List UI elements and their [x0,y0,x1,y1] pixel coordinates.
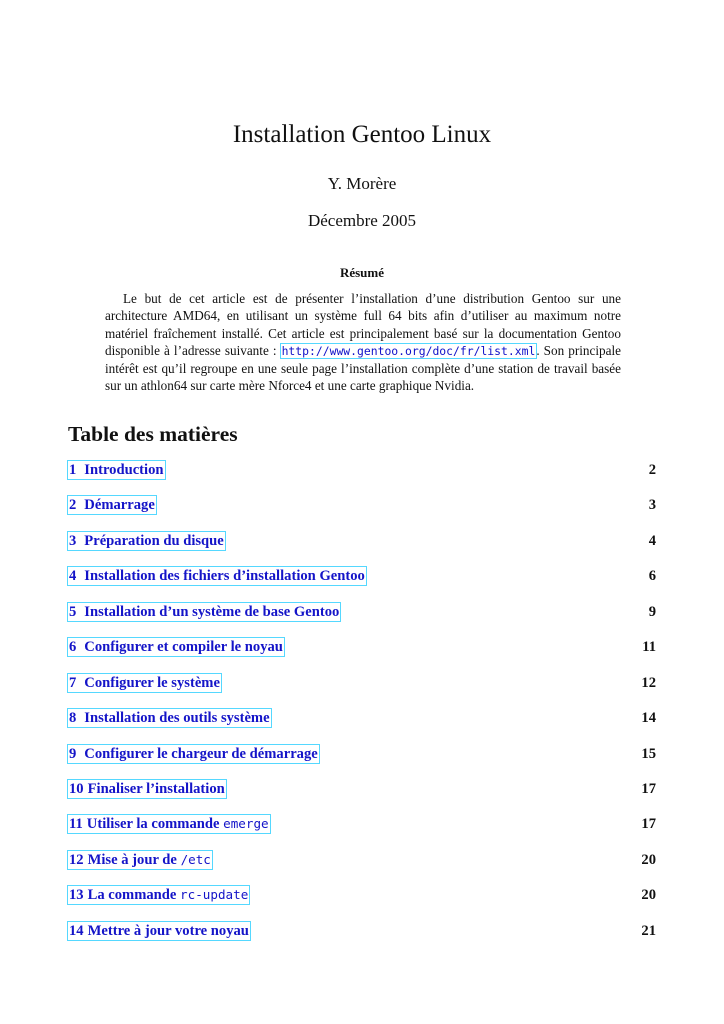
toc-entry [68,883,656,918]
toc-entry-page-number: 9 [648,603,656,620]
table-of-contents [68,458,656,954]
toc-entry-link[interactable] [68,496,156,514]
toc-entry-number: 14 [69,922,84,939]
toc-entry-link[interactable] [68,603,340,621]
document-author: Y. Morère [327,174,397,193]
abstract-text-after: . Son principale intérêt est qu’il regroupe en une seule page l’installation complète d’une station de travail basée sur un athlon64 sur carte mère Nforce4 et une carte graphique Nvidia. [105,342,621,394]
toc-entry [68,706,656,741]
toc-entry-title: Configurer le système [84,674,220,691]
toc-entry-number: 1 [69,462,77,478]
toc-entry [68,529,656,564]
toc-entry-number: 9 [69,745,77,762]
toc-entry-page-number: 20 [641,851,656,868]
toc-entry [68,812,656,847]
toc-entry-page-number: 21 [641,922,656,939]
toc-entry-link[interactable] [68,922,250,940]
toc-entry [68,564,656,599]
toc-entry-link[interactable] [68,886,249,904]
toc-entry-code: emerge [223,816,269,832]
toc-entry-page-number: 3 [648,497,656,514]
toc-entry-title: Utiliser la commande [86,816,224,833]
toc-entry-number: 11 [69,816,83,833]
toc-entry-title: Mettre à jour votre noyau [87,922,249,939]
toc-entry-title: Introduction [84,462,164,478]
toc-entry-title: Installation des fichiers d’installation Gentoo [84,568,365,585]
toc-entry-number: 8 [69,710,77,727]
toc-entry-title: Mise à jour de [87,851,181,868]
toc-entry [68,493,656,528]
toc-entry-page-number: 4 [648,532,656,549]
toc-entry-page-number: 15 [641,745,656,762]
toc-entry-page-number: 12 [641,674,656,691]
toc-entry-number: 2 [69,497,77,514]
toc-entry-page-number: 17 [641,780,656,797]
toc-entry-number: 6 [69,639,77,656]
documentation-url-link[interactable]: http://www.gentoo.org/doc/fr/list.xml [281,343,536,358]
toc-entry-title: Configurer et compiler le noyau [84,639,283,656]
toc-entry-page-number: 11 [642,639,656,656]
toc-entry-link[interactable] [68,815,270,833]
toc-entry-title: Démarrage [84,497,155,514]
toc-entry-code: rc-update [180,887,249,903]
toc-heading: Table des matières [68,422,238,446]
toc-entry [68,671,656,706]
toc-entry-link[interactable] [68,745,319,763]
abstract-paragraph [105,290,621,395]
document-title: Installation Gentoo Linux [232,121,492,148]
toc-entry-number: 5 [69,603,77,620]
toc-entry-link[interactable] [68,674,221,692]
toc-entry-number: 4 [69,568,77,585]
toc-entry-title: Installation des outils système [84,710,270,727]
toc-entry-title: Finaliser l’installation [87,780,225,797]
toc-entry [68,777,656,812]
toc-entry-number: 10 [69,780,84,797]
toc-entry [68,635,656,670]
toc-entry-title: Préparation du disque [84,532,224,549]
toc-entry-link[interactable] [68,461,165,479]
toc-entry-number: 13 [69,887,84,904]
toc-entry-title: Configurer le chargeur de démarrage [84,745,318,762]
toc-entry-page-number: 20 [641,887,656,904]
toc-entry-link[interactable] [68,638,284,656]
toc-entry-title: Installation d’un système de base Gentoo [84,603,340,620]
toc-entry [68,600,656,635]
toc-entry-number: 12 [69,851,84,868]
toc-entry-number: 3 [69,532,77,549]
toc-entry-page-number: 17 [641,816,656,833]
toc-entry-link[interactable] [68,851,212,869]
toc-entry [68,919,656,954]
toc-entry-title: La commande [87,887,181,904]
toc-entry-link[interactable] [68,780,226,798]
toc-entry-link[interactable] [68,567,366,585]
toc-entry [68,742,656,777]
toc-entry-page-number: 14 [641,710,656,727]
toc-entry-link[interactable] [68,709,271,727]
abstract-heading: Résumé [339,265,385,280]
abstract-text-before: Le but de cet article est de présenter l’installation d’une distribution Gentoo sur une architecture AMD64, en utilisant un système full 64 bits afin d’utiliser au maximum notre matériel fraîchement installé. Cet article est principalement basé sur la documentation Gentoo disponible à l’adresse suivante : [105,291,621,358]
toc-entry [68,458,656,493]
toc-entry-page-number: 6 [648,568,656,585]
document-date: Décembre 2005 [307,211,417,230]
toc-entry [68,848,656,883]
abstract-body [105,290,621,395]
toc-entry-number: 7 [69,674,77,691]
toc-entry-page-number: 2 [648,462,656,478]
toc-entry-link[interactable] [68,532,225,550]
toc-entry-code: /etc [180,851,211,867]
